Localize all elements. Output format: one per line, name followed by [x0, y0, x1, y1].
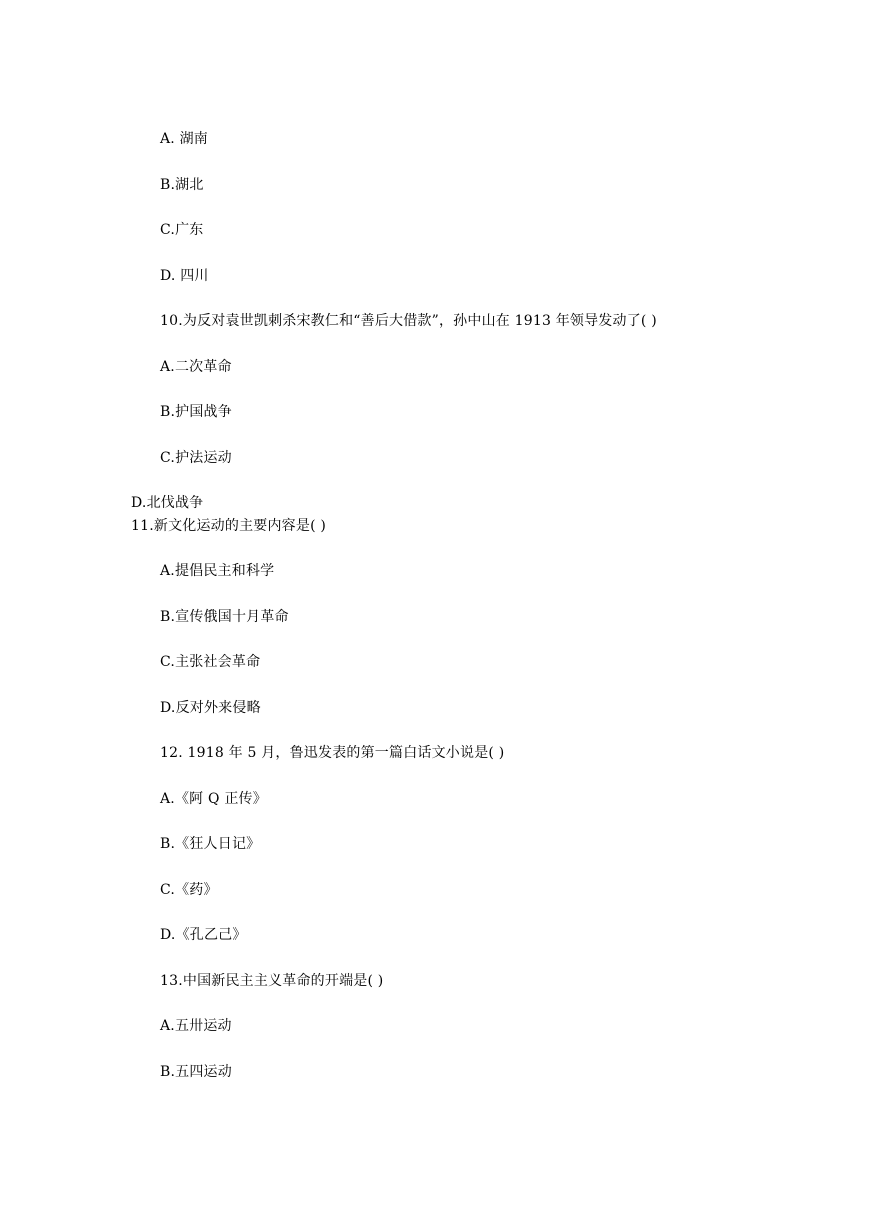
q11-option-d: D.反对外来侵略 [160, 700, 261, 716]
q10-option-d: D.北伐战争 [131, 495, 204, 511]
q12-option-a: A.《阿 Q 正传》 [160, 791, 267, 807]
question-13: 13.中国新民主主义革命的开端是( ) [160, 973, 384, 989]
q9-option-a: A. 湖南 [160, 131, 209, 147]
question-11: 11.新文化运动的主要内容是( ) [131, 518, 327, 534]
q13-option-b: B.五四运动 [160, 1064, 232, 1080]
q9-option-c: C.广东 [160, 222, 204, 238]
q11-option-c: C.主张社会革命 [160, 654, 261, 670]
q10-option-b: B.护国战争 [160, 404, 232, 420]
question-12: 12. 1918 年 5 月，鲁迅发表的第一篇白话文小说是( ) [160, 745, 505, 761]
q10-option-a: A.二次革命 [160, 359, 232, 375]
q12-option-b: B.《狂人日记》 [160, 836, 261, 852]
q9-option-b: B.湖北 [160, 177, 204, 193]
q13-option-a: A.五卅运动 [160, 1018, 232, 1034]
q12-option-d: D.《孔乙己》 [160, 927, 247, 943]
q11-option-b: B.宣传俄国十月革命 [160, 609, 289, 625]
q11-option-a: A.提倡民主和科学 [160, 563, 275, 579]
q10-option-c: C.护法运动 [160, 450, 232, 466]
q12-option-c: C.《药》 [160, 882, 218, 898]
question-10: 10.为反对袁世凯刺杀宋教仁和“善后大借款”，孙中山在 1913 年领导发动了( ) [160, 313, 657, 329]
q9-option-d: D. 四川 [160, 268, 209, 284]
